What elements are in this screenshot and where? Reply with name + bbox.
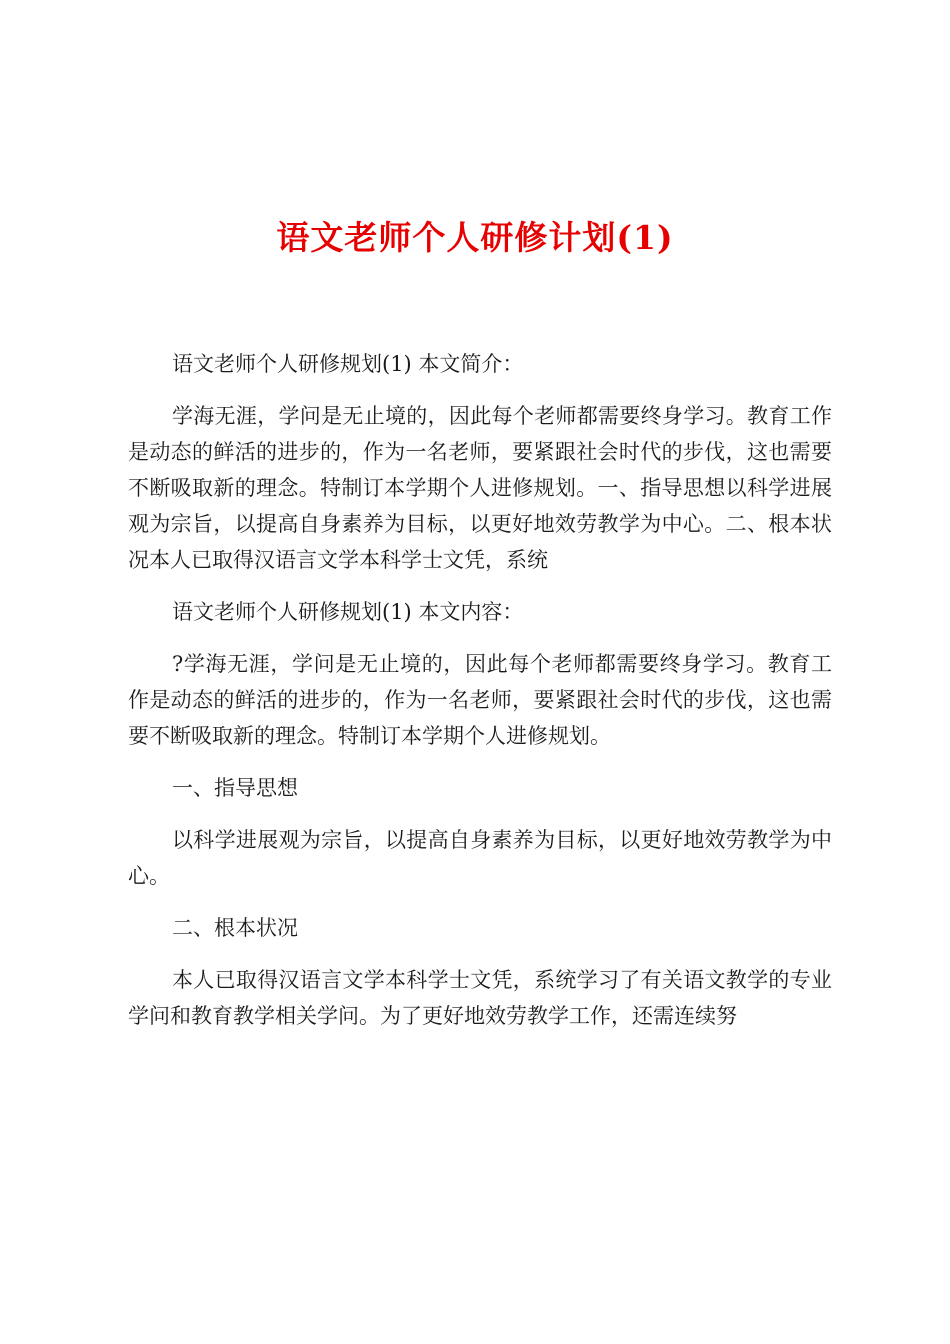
basic-situation-paragraph: 本人已取得汉语言文学本科学士文凭，系统学习了有关语文教学的专业学问和教育教学相关学问。为了更好地效劳教学工作，还需连续努 <box>128 968 832 1028</box>
document-body <box>128 346 832 1050</box>
summary-paragraph: 学海无涯，学问是无止境的，因此每个老师都需要终身学习。教育工作是动态的鲜活的进步的，作为一名老师，要紧跟社会时代的步伐，这也需要不断吸取新的理念。特制订本学期个人进修规划。一、指导思想以科学进展观为宗旨，以提高自身素养为目标，以更好地效劳教学为中心。二、根本状况本人已取得汉语言文学本科学士文凭，系统 <box>128 404 832 572</box>
document-title: 语文老师个人研修计划(1) <box>276 218 674 257</box>
section-heading-basic-situation: 二、根本状况 <box>172 916 298 940</box>
content-paragraph: ?学海无涯，学问是无止境的，因此每个老师都需要终身学习。教育工作是动态的鲜活的进步的，作为一名老师，要紧跟社会时代的步伐，这也需要不断吸取新的理念。特制订本学期个人进修规划。 <box>128 652 832 748</box>
guiding-ideology-paragraph: 以科学进展观为宗旨，以提高自身素养为目标，以更好地效劳教学为中心。 <box>128 828 832 888</box>
section-heading-guiding-ideology: 一、指导思想 <box>172 776 298 800</box>
content-label: 语文老师个人研修规划(1) 本文内容： <box>172 600 524 624</box>
intro-label: 语文老师个人研修规划(1) 本文简介： <box>172 352 524 376</box>
